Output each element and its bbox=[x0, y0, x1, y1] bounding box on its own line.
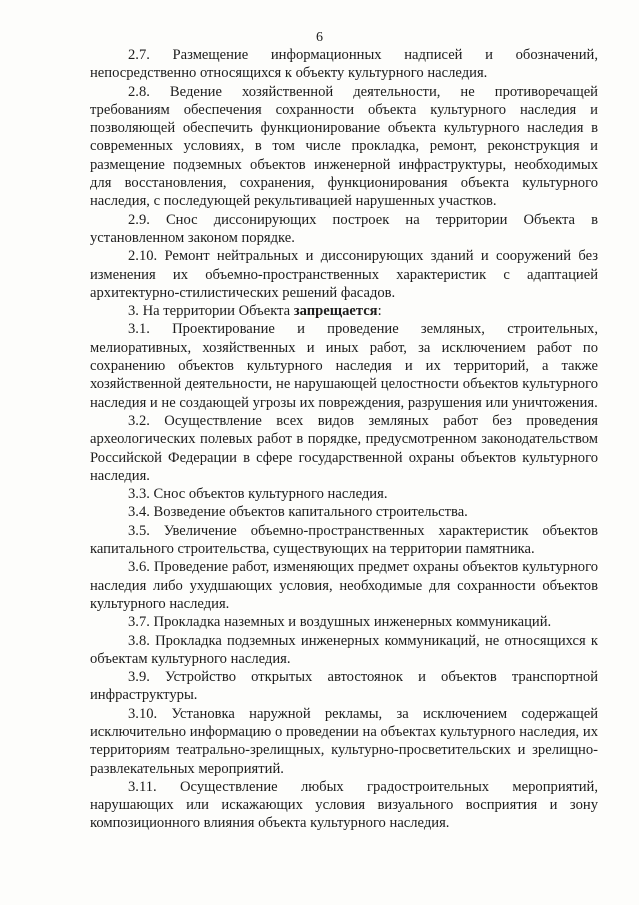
section-3-prohibited: запрещается bbox=[293, 303, 378, 320]
paragraph-3-2: 3.2. Осуществление всех видов земляных работ без проведения археологических полевых работ в порядке, предусмотренном законодательством Российской Федерации в сфере государственной охраны объектов культурного наследия. bbox=[90, 412, 598, 484]
document-body bbox=[90, 46, 598, 833]
section-3-lead: 3. На территории Объекта bbox=[128, 303, 294, 320]
section-3-heading bbox=[90, 302, 598, 320]
paragraph-3-9: 3.9. Устройство открытых автостоянок и объектов транспортной инфраструктуры. bbox=[90, 669, 598, 704]
paragraph-3-8: 3.8. Прокладка подземных инженерных коммуникаций, не относящихся к объектам культурного наследия. bbox=[90, 632, 598, 667]
paragraph-3-10: 3.10. Установка наружной рекламы, за исключением содержащей исключительно информацию о проведении на объектах культурного наследия, их территориям театрально-зрелищных, культурно-просветительских и зрелищно-развлекательных мероприятий. bbox=[90, 705, 598, 777]
section-3-colon: : bbox=[377, 303, 382, 320]
paragraph-3-7: 3.7. Прокладка наземных и воздушных инженерных коммуникаций. bbox=[128, 614, 552, 631]
paragraph-2-7: 2.7. Размещение информационных надписей и обозначений, непосредственно относящихся к объекту культурного наследия. bbox=[90, 47, 598, 82]
paragraph-3-3: 3.3. Снос объектов культурного наследия. bbox=[128, 486, 388, 503]
paragraph-2-9: 2.9. Снос диссонирующих построек на территории Объекта в установленном законом порядке. bbox=[90, 211, 598, 246]
paragraph-2-10: 2.10. Ремонт нейтральных и диссонирующих зданий и сооружений без изменения их объемно-пространственных характеристик с адаптацией архитектурно-стилистических решений фасадов. bbox=[90, 248, 598, 301]
paragraph-3-1: 3.1. Проектирование и проведение земляных, строительных, мелиоративных, хозяйственных и иных работ, за исключением работ по сохранению объектов культурного наследия и их территорий, а также хозяйственной деятельности, не нарушающей целостности объектов культурного наследия и не создающей угрозы их повреждения, разрушения или уничтожения. bbox=[90, 321, 598, 411]
paragraph-3-11: 3.11. Осуществление любых градостроительных мероприятий, нарушающих или искажающих условия визуального восприятия и зону композиционного влияния объекта культурного наследия. bbox=[90, 778, 598, 832]
paragraph-3-4: 3.4. Возведение объектов капитального строительства. bbox=[128, 504, 468, 521]
paragraph-3-5: 3.5. Увеличение объемно-пространственных характеристик объектов капитального строительства, существующих на территории памятника. bbox=[90, 522, 598, 558]
paragraph-3-6: 3.6. Проведение работ, изменяющих предмет охраны объектов культурного наследия либо ухудшающих условия, необходимые для сохранности объектов культурного наследия. bbox=[90, 559, 598, 612]
page-number: 6 bbox=[316, 30, 323, 45]
paragraph-2-8: 2.8. Ведение хозяйственной деятельности, не противоречащей требованиям обеспечения сохранности объекта культурного наследия и позволяющей обеспечить функционирование объекта культурного наследия в современных условиях, в том числе прокладка, ремонт, реконструкция и размещение подземных объектов инженерной инфраструктуры, необходимых для восстановления, сохранения, функционирования объекта культурного наследия, с последующей рекультивацией нарушенных участков. bbox=[90, 83, 598, 210]
